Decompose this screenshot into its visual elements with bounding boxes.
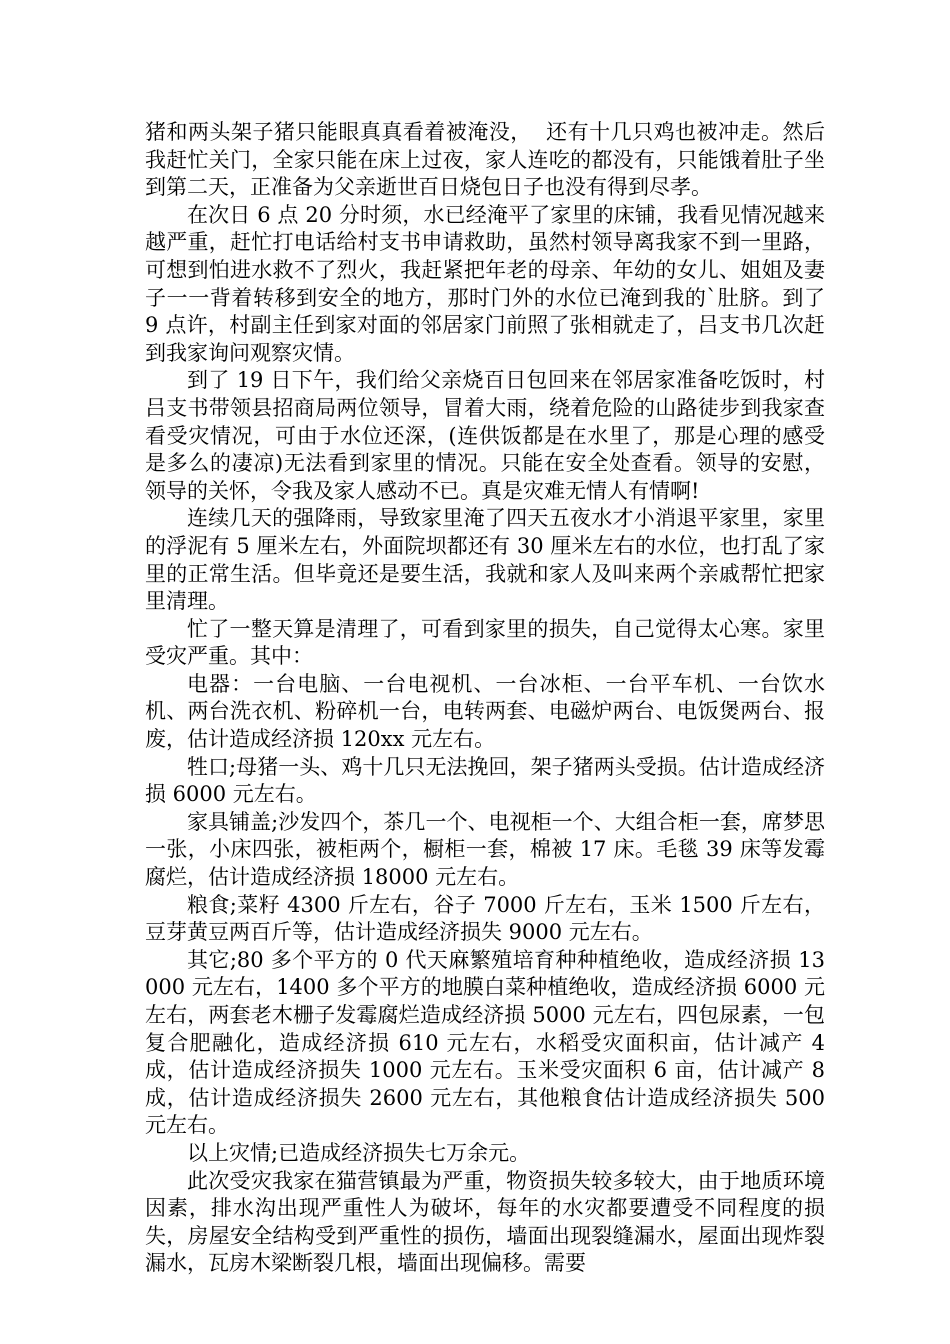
paragraph-final: 此次受灾我家在猫营镇最为严重，物资损失较多较大，由于地质环境因素，排水沟出现严重性人为破坏，每年的水灾都要遭受不同程度的损失，房屋安全结构受到严重性的损伤，墙面出现裂缝漏水，屋面出现炸裂漏水，瓦房木梁断裂几根，墙面出现偏移。需要 xyxy=(145,1168,825,1276)
paragraph-summary: 以上灾情;已造成经济损失七万余元。 xyxy=(187,1140,531,1165)
paragraph-3: 到了 19 日下午，我们给父亲烧百日包回来在邻居家准备吃饭时，村吕支书带领县招商局两位领导，冒着大雨，绕着危险的山路徒步到我家查看受灾情况，可由于水位还深，(连供饭都是在水里了，那是心理的感受是多么的凄凉)无法看到家里的情况。只能在安全处查看。领导的安慰，领导的关怀，令我及家人感动不已。真是灾难无情人有情啊! xyxy=(145,368,825,503)
paragraph-5: 忙了一整天算是清理了，可看到家里的损失，自己觉得太心寒。家里受灾严重。其中： xyxy=(145,616,825,669)
paragraph-appliances: 电器：一台电脑、一台电视机、一台冰柜、一台平车机、一台饮水机、两台洗衣机、粉碎机一台，电转两套、电磁炉两台、电饭煲两台、报废，估计造成经济损 120xx 元左右。 xyxy=(145,671,825,752)
paragraph-furniture: 家具铺盖;沙发四个，茶几一个、电视柜一个、大组合柜一套，席梦思一张，小床四张，被柜两个，橱柜一套，棉被 17 床。毛毯 39 床等发霉腐烂，估计造成经济损 18000 元左右。 xyxy=(145,809,825,890)
paragraph-1: 猪和两头架子猪只能眼真真看着被淹没， 还有十几只鸡也被冲走。然后我赶忙关门，全家只能在床上过夜，家人连吃的都没有，只能饿着肚子坐到第二天，正准备为父亲逝世百日烧包日子也没有得到尽孝。 xyxy=(145,120,825,200)
document-body xyxy=(145,119,832,1278)
paragraph-grain: 粮食;菜籽 4300 斤左右，谷子 7000 斤左右，玉米 1500 斤左右，豆芽黄豆两百斤等，估计造成经济损失 9000 元左右。 xyxy=(145,892,825,945)
paragraph-other: 其它;80 多个平方的 0 代天麻繁殖培育种种植绝收，造成经济损 13000 元左右，1400 多个平方的地膜白菜种植绝收，造成经济损 6000 元左右，两套老木栅子发霉腐烂造成经济损 5000 元左右，四包尿素，一包复合肥融化，造成经济损 610 元左右，水稻受灾面积亩，估计减产 4 成，估计造成经济损失 1000 元左右。玉米受灾面积 6 亩，估计减产 8 成，估计造成经济损失 2600 元左右，其他粮食估计造成经济损失 500 元左右。 xyxy=(145,947,832,1138)
paragraph-4: 连续几天的强降雨，导致家里淹了四天五夜水才小消退平家里，家里的浮泥有 5 厘米左右，外面院坝都还有 30 厘米左右的水位，也打乱了家里的正常生活。但毕竟还是要生活，我就和家人及叫来两个亲戚帮忙把家里清理。 xyxy=(145,506,825,614)
paragraph-2: 在次日 6 点 20 分时须，水已经淹平了家里的床铺，我看见情况越来越严重，赶忙打电话给村支书申请救助，虽然村领导离我家不到一里路，可想到怕进水救不了烈火，我赶紧把年老的母亲、年幼的女儿、姐姐及妻子一一背着转移到安全的地方，那时门外的水位已淹到我的`肚脐。到了 9 点许，村副主任到家对面的邻居家门前照了张相就走了，吕支书几次赶到我家询问观察灾情。 xyxy=(145,202,832,365)
paragraph-livestock: 牲口;母猪一头、鸡十几只无法挽回，架子猪两头受损。估计造成经济损 6000 元左右。 xyxy=(145,754,825,807)
